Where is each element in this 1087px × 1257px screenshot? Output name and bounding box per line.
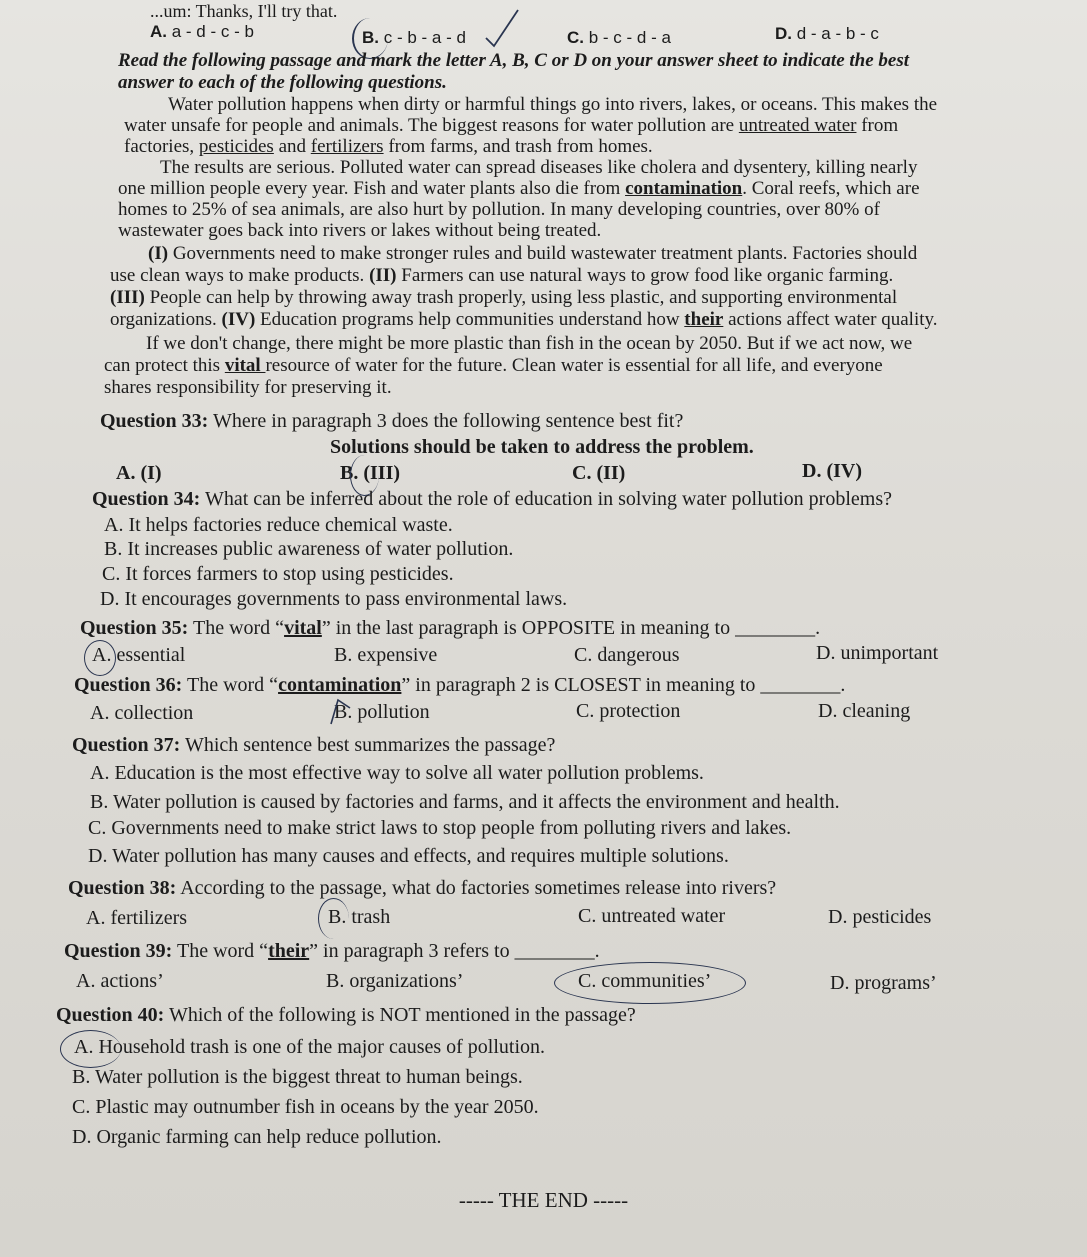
the-end-footer: ----- THE END ----- [458, 1188, 629, 1212]
prev-option-a: A. a - d - c - b [150, 22, 254, 41]
p1-line-1: Water pollution happens when dirty or harmful things go into rivers, lakes, or oceans. This makes the [168, 94, 938, 115]
q40-option-d[interactable]: D. Organic farming can help reduce pollution. [72, 1126, 442, 1148]
q37-option-c[interactable]: C. Governments need to make strict laws to stop people from polluting rivers and lakes. [88, 817, 792, 839]
q38-option-a[interactable]: A. fertilizers [86, 907, 188, 929]
q34-option-d[interactable]: D. It encourages governments to pass environmental laws. [100, 588, 568, 610]
instruction-line-1: Read the following passage and mark the letter A, B, C or D on your answer sheet to indicate the best [118, 50, 910, 71]
p1-line-2: water unsafe for people and animals. The biggest reasons for water pollution are untreated water from [124, 115, 899, 136]
p2-line-2: one million people every year. Fish and water plants also die from contamination. Coral reefs, which are [118, 178, 920, 199]
q40-option-a[interactable]: A. Household trash is one of the major causes of pollution. [74, 1036, 546, 1058]
p2-line-4: wastewater goes back into rivers or lakes without being treated. [118, 220, 602, 241]
question-34: Question 34: What can be inferred about the role of education in solving water pollution problems? [92, 488, 892, 510]
header-fragment: ...um: Thanks, I'll try that. [150, 1, 338, 21]
q40-option-c[interactable]: C. Plastic may outnumber fish in oceans by the year 2050. [72, 1096, 539, 1118]
q34-option-c[interactable]: C. It forces farmers to stop using pesticides. [102, 563, 454, 585]
q33-option-c[interactable]: C. (II) [572, 462, 626, 484]
q36-option-b[interactable]: B. pollution [334, 701, 430, 723]
question-37: Question 37: Which sentence best summarizes the passage? [72, 734, 556, 756]
q39-option-c[interactable]: C. communities’ [578, 970, 712, 992]
q34-option-a[interactable]: A. It helps factories reduce chemical waste. [104, 514, 453, 536]
prev-option-b: B. c - b - a - d [362, 28, 466, 47]
p4-line-2: can protect this vital resource of water for the future. Clean water is essential for all life, and everyone [104, 355, 883, 376]
q40-option-b[interactable]: B. Water pollution is the biggest threat to human beings. [72, 1066, 523, 1088]
question-33: Question 33: Where in paragraph 3 does the following sentence best fit? [100, 410, 684, 432]
checkmark-icon [482, 6, 522, 48]
q38-option-b[interactable]: B. trash [328, 906, 391, 928]
p3-line-1: (I) Governments need to make stronger rules and build wastewater treatment plants. Factories should [148, 243, 918, 264]
p4-line-1: If we don't change, there might be more plastic than fish in the ocean by 2050. But if we act now, we [146, 333, 913, 354]
question-36: Question 36: The word “contamination” in paragraph 2 is CLOSEST in meaning to ________. [74, 674, 846, 696]
instruction-line-2: answer to each of the following questions. [118, 72, 447, 93]
q34-option-b[interactable]: B. It increases public awareness of water pollution. [104, 538, 514, 560]
p3-line-2: use clean ways to make products. (II) Farmers can use natural ways to grow food like organic farming. [110, 265, 894, 286]
q39-option-a[interactable]: A. actions’ [76, 970, 164, 992]
p3-line-4: organizations. (IV) Education programs help communities understand how their actions affect water quality. [110, 309, 938, 330]
q36-option-c[interactable]: C. protection [576, 700, 681, 722]
q39-option-b[interactable]: B. organizations’ [326, 970, 464, 992]
question-35: Question 35: The word “vital” in the last paragraph is OPPOSITE in meaning to ________. [80, 617, 821, 639]
q33-option-d[interactable]: D. (IV) [802, 460, 862, 482]
q37-option-a[interactable]: A. Education is the most effective way to solve all water pollution problems. [90, 762, 704, 784]
q36-option-a[interactable]: A. collection [90, 702, 194, 724]
q35-option-b[interactable]: B. expensive [334, 644, 438, 666]
q33-sentence: Solutions should be taken to address the problem. [330, 436, 754, 458]
pen-mark-q36 [328, 698, 352, 726]
q35-option-d[interactable]: D. unimportant [816, 642, 939, 664]
q33-option-a[interactable]: A. (I) [116, 462, 162, 484]
q33-option-b[interactable]: B. (III) [340, 462, 401, 484]
question-38: Question 38: According to the passage, what do factories sometimes release into rivers? [68, 877, 777, 899]
p2-line-3: homes to 25% of sea animals, are also hurt by pollution. In many developing countries, over 80% of [118, 199, 880, 220]
q37-option-d[interactable]: D. Water pollution has many causes and effects, and requires multiple solutions. [88, 845, 729, 867]
q35-option-c[interactable]: C. dangerous [574, 644, 680, 666]
q35-option-a[interactable]: A. essential [92, 644, 186, 666]
p4-line-3: shares responsibility for preserving it. [104, 377, 392, 398]
question-40: Question 40: Which of the following is NOT mentioned in the passage? [56, 1004, 636, 1026]
q38-option-d[interactable]: D. pesticides [828, 906, 932, 928]
prev-option-d: D. d - a - b - c [775, 24, 879, 43]
q38-option-c[interactable]: C. untreated water [578, 905, 726, 927]
p2-line-1: The results are serious. Polluted water can spread diseases like cholera and dysentery, killing nearly [160, 157, 918, 178]
p1-line-3: factories, pesticides and fertilizers from farms, and trash from homes. [124, 136, 653, 157]
prev-option-c: C. b - c - d - a [567, 28, 671, 47]
q37-option-b[interactable]: B. Water pollution is caused by factories and farms, and it affects the environment and health. [90, 791, 840, 813]
q39-option-d[interactable]: D. programs’ [830, 972, 937, 994]
question-39: Question 39: The word “their” in paragraph 3 refers to ________. [64, 940, 600, 962]
q36-option-d[interactable]: D. cleaning [818, 700, 911, 722]
p3-line-3: (III) People can help by throwing away trash properly, using less plastic, and supporting environmental [110, 287, 898, 308]
